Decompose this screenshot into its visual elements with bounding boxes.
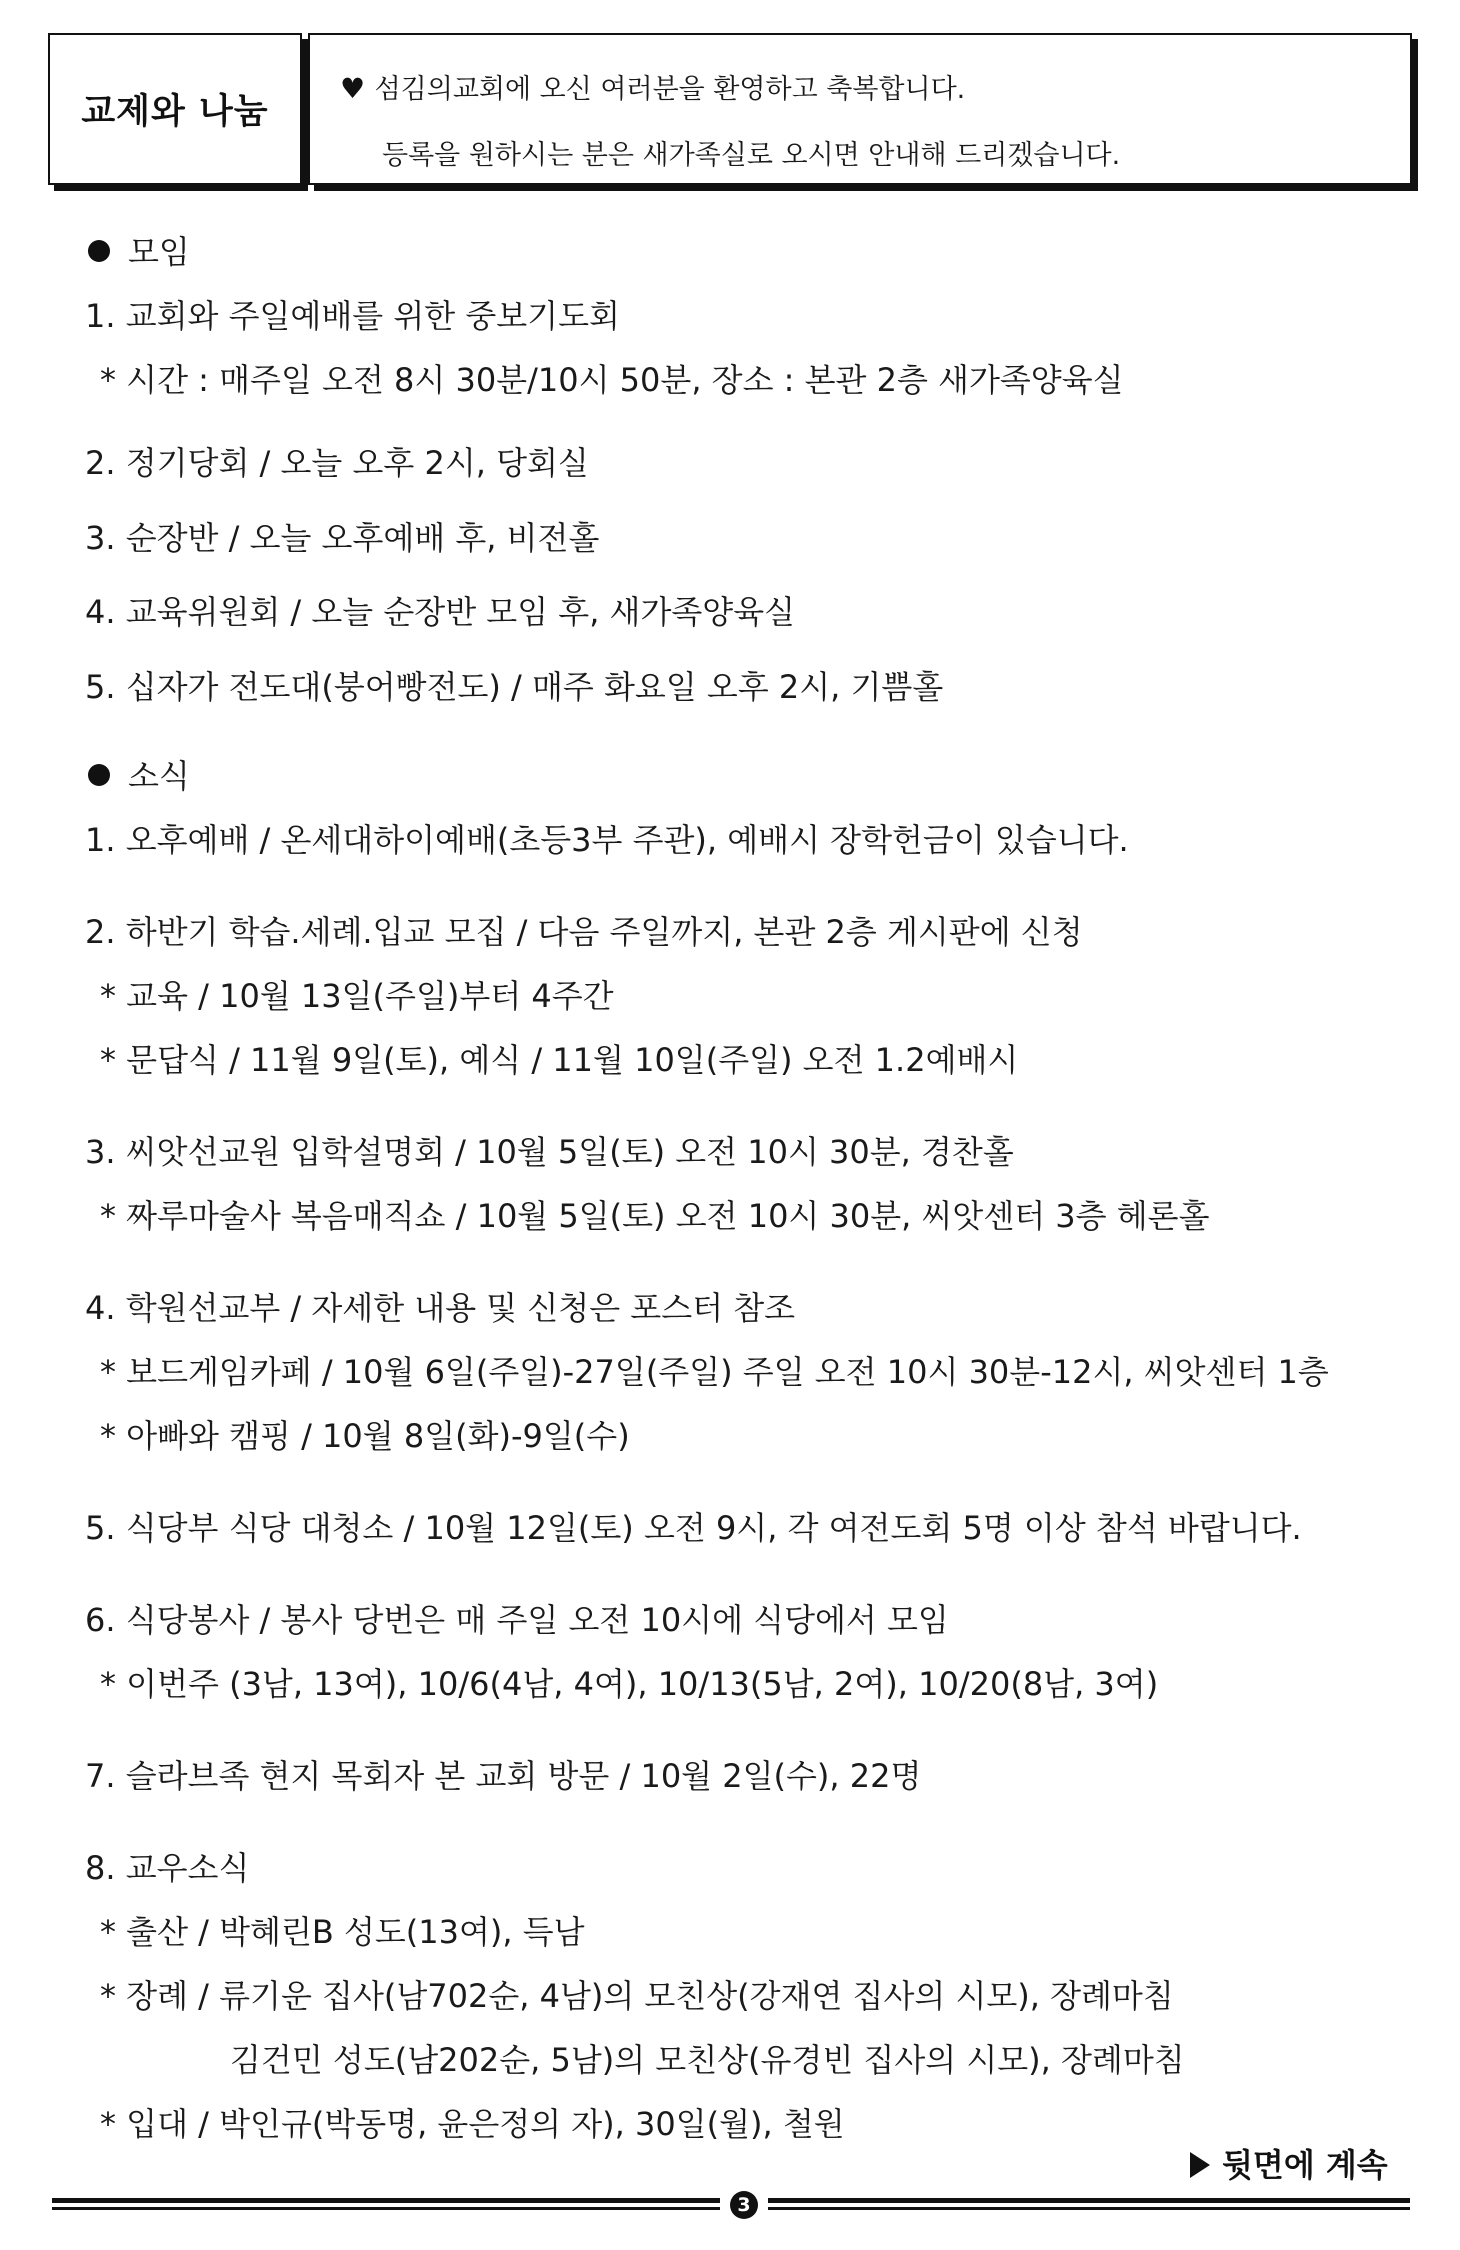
news-item-8-detail-2: * 장례 / 류기운 집사(남702순, 4남)의 모친상(강재연 집사의 시모), 장례마침 [100, 1977, 1174, 2015]
meeting-item-3: 3. 순장반 / 오늘 오후예배 후, 비전홀 [85, 519, 600, 557]
page-number: 3 [730, 2191, 758, 2219]
news-item-3: 3. 씨앗선교원 입학설명회 / 10월 5일(토) 오전 10시 30분, 경찬홀 [85, 1133, 1014, 1171]
welcome-line-1 [340, 67, 965, 106]
welcome-line-2: 등록을 원하시는 분은 새가족실로 오시면 안내해 드리겠습니다. [382, 140, 1121, 171]
meeting-item-1: 1. 교회와 주일예배를 위한 중보기도회 [85, 297, 620, 335]
news-item-4-detail-2: * 아빠와 캠핑 / 10월 8일(화)-9일(수) [100, 1417, 630, 1455]
meeting-item-5: 5. 십자가 전도대(붕어빵전도) / 매주 화요일 오후 2시, 기쁨홀 [85, 668, 944, 706]
news-item-7: 7. 슬라브족 현지 목회자 본 교회 방문 / 10월 2일(수), 22명 [85, 1757, 922, 1795]
section-heading-meeting: 모임 [88, 232, 190, 272]
news-item-2-detail-2: * 문답식 / 11월 9일(토), 예식 / 11월 10일(주일) 오전 1.2예배시 [100, 1041, 1019, 1079]
heart-icon: ♥ [340, 72, 366, 105]
news-item-8-detail-3: 김건민 성도(남202순, 5남)의 모친상(유경빈 집사의 시모), 장례마침 [230, 2041, 1185, 2079]
news-item-3-detail-1: * 짜루마술사 복음매직쇼 / 10월 5일(토) 오전 10시 30분, 씨앗센터 3층 헤론홀 [100, 1197, 1210, 1235]
news-item-8-detail-1: * 출산 / 박혜린B 성도(13여), 득남 [100, 1913, 585, 1951]
news-item-4-detail-1: * 보드게임카페 / 10월 6일(주일)-27일(주일) 주일 오전 10시 30분-12시, 씨앗센터 1층 [100, 1353, 1329, 1391]
section-heading-news: 소식 [88, 756, 190, 796]
news-item-8-detail-4: * 입대 / 박인규(박동명, 윤은정의 자), 30일(월), 철원 [100, 2105, 845, 2143]
footer-rule-left [52, 2198, 720, 2212]
news-item-6-detail-1: * 이번주 (3남, 13여), 10/6(4남, 4여), 10/13(5남, 2여), 10/20(8남, 3여) [100, 1665, 1159, 1703]
bullet-icon [88, 240, 110, 262]
news-item-2: 2. 하반기 학습.세례.입교 모집 / 다음 주일까지, 본관 2층 게시판에 신청 [85, 913, 1083, 951]
bullet-icon [88, 764, 110, 786]
meeting-item-4: 4. 교육위원회 / 오늘 순장반 모임 후, 새가족양육실 [85, 593, 796, 631]
meeting-item-2: 2. 정기당회 / 오늘 오후 2시, 당회실 [85, 444, 589, 482]
news-item-8: 8. 교우소식 [85, 1849, 250, 1887]
welcome-message-box [308, 33, 1412, 185]
continue-note: 뒷면에 계속 [1190, 2140, 1388, 2186]
news-item-1: 1. 오후예배 / 온세대하이예배(초등3부 주관), 예배시 장학헌금이 있습니다. [85, 821, 1129, 859]
news-item-2-detail-1: * 교육 / 10월 13일(주일)부터 4주간 [100, 977, 614, 1015]
section-title-box [48, 33, 302, 185]
news-item-4: 4. 학원선교부 / 자세한 내용 및 신청은 포스터 참조 [85, 1289, 796, 1327]
news-item-5: 5. 식당부 식당 대청소 / 10월 12일(토) 오전 9시, 각 여전도회 5명 이상 참석 바랍니다. [85, 1509, 1302, 1547]
news-item-6: 6. 식당봉사 / 봉사 당번은 매 주일 오전 10시에 식당에서 모임 [85, 1601, 949, 1639]
welcome-text-1: 섬김의교회에 오신 여러분을 환영하고 축복합니다. [374, 74, 966, 105]
page-title: 교제와 나눔 [81, 92, 269, 132]
meeting-item-1-detail: * 시간 : 매주일 오전 8시 30분/10시 50분, 장소 : 본관 2층 새가족양육실 [100, 361, 1124, 399]
footer-rule-right [768, 2198, 1410, 2212]
triangle-right-icon [1190, 2152, 1210, 2178]
